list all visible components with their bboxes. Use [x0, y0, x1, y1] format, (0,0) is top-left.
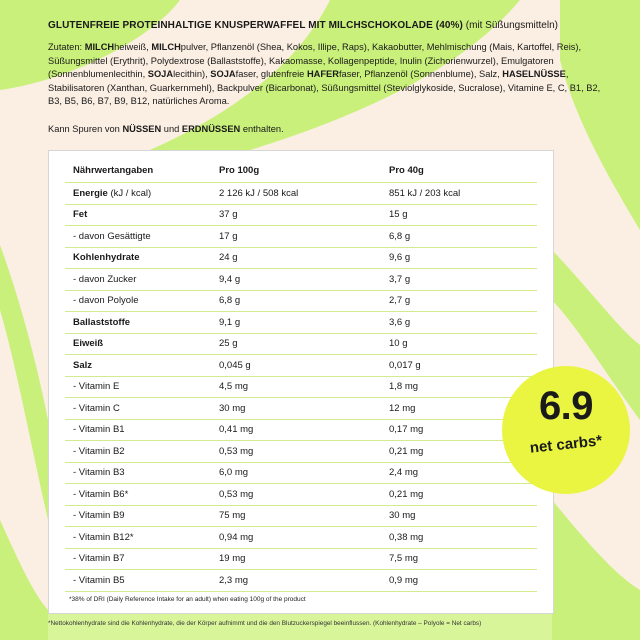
nutrient-label: Ballaststoffe — [73, 316, 131, 328]
nutrient-label: - Vitamin E — [73, 381, 120, 393]
value-per-100g: 19 mg — [211, 548, 381, 570]
value-per-40g: 3,6 g — [381, 312, 537, 334]
nutrition-row — [65, 333, 537, 355]
value-per-40g: 0,17 mg — [381, 419, 537, 441]
nutrient-label: - Vitamin B7 — [73, 553, 125, 565]
nutrient-name — [65, 247, 211, 269]
net-carbs-value: 6.9 — [538, 384, 594, 428]
value-per-100g: 37 g — [211, 204, 381, 226]
nutrition-row — [65, 527, 537, 549]
nutrient-name — [65, 570, 211, 592]
nutrition-row — [65, 183, 537, 205]
nutrition-panel — [48, 150, 554, 614]
ingredient-text: faser, glutenfreie — [235, 69, 307, 80]
ingredient-allergen: SOJA — [147, 69, 174, 80]
nutrition-row — [65, 376, 537, 398]
allergen-trace-notice — [48, 123, 588, 136]
value-per-40g: 15 g — [381, 204, 537, 226]
value-per-40g: 10 g — [381, 333, 537, 355]
ingredient-text: faser, Pflanzenöl (Sonnenblume), Salz, — [338, 69, 503, 80]
value-per-100g: 30 mg — [211, 398, 381, 420]
nutrient-name — [65, 355, 211, 377]
trace-allergen: ERDNÜSSEN — [181, 124, 241, 134]
net-carbs-label: net carbs* — [529, 432, 603, 457]
nutrient-label: - Vitamin B6* — [73, 488, 129, 500]
nutrient-name — [65, 269, 211, 291]
nutrient-label: Eiweiß — [73, 338, 104, 350]
nutrient-name — [65, 484, 211, 506]
nutrition-row — [65, 312, 537, 334]
value-per-40g: 9,6 g — [381, 247, 537, 269]
nutrient-name — [65, 462, 211, 484]
nutrient-name — [65, 204, 211, 226]
nutrient-label: - Vitamin B2 — [73, 445, 125, 457]
nutrient-name — [65, 398, 211, 420]
nutrient-label: - davon Polyole — [73, 295, 139, 307]
value-per-40g: 6,8 g — [381, 226, 537, 248]
header-per-100g: Pro 100g — [211, 159, 381, 183]
ingredient-allergen: SOJA — [210, 69, 236, 80]
nutrition-table — [65, 159, 537, 592]
value-per-100g: 0,41 mg — [211, 419, 381, 441]
nutrient-label: - Vitamin B9 — [73, 510, 125, 522]
nutrition-row — [65, 462, 537, 484]
nutrient-name — [65, 333, 211, 355]
nutrient-name — [65, 527, 211, 549]
value-per-100g: 0,94 mg — [211, 527, 381, 549]
nutrition-row — [65, 355, 537, 377]
nutrient-label: - Vitamin B3 — [73, 467, 125, 479]
value-per-40g: 0,017 g — [381, 355, 537, 377]
ingredient-text: , Stabilisatoren (Xanthan, Guarkernmehl), Backpulver (Bicarbonat), Süßungsmittel (Steviolglykoside, Sucralose), Vitamine E, C, B1, B2, B3, B5, B6, B7, B9, B12, natürliches Aroma. — [48, 69, 601, 107]
nutrient-unit: (kJ / kcal) — [107, 187, 152, 199]
nutrition-table-header — [65, 159, 537, 183]
value-per-100g: 75 mg — [211, 505, 381, 527]
value-per-40g: 0,38 mg — [381, 527, 537, 549]
nutrition-row — [65, 484, 537, 506]
nutrition-row — [65, 398, 537, 420]
nutrient-label: Fet — [73, 209, 88, 221]
nutrient-name — [65, 312, 211, 334]
product-title-suffix: (mit Süßungsmitteln) — [465, 20, 558, 31]
nutrition-row — [65, 269, 537, 291]
header-nutrient: Nährwertangaben — [65, 159, 211, 183]
nutrient-name — [65, 376, 211, 398]
header-per-40g: Pro 40g — [381, 159, 537, 183]
ingredients-list — [48, 42, 600, 106]
nutrient-name — [65, 419, 211, 441]
nutrient-label: - Vitamin C — [73, 402, 120, 414]
value-per-100g: 4,5 mg — [211, 376, 381, 398]
value-per-100g: 9,1 g — [211, 312, 381, 334]
nutrition-row — [65, 226, 537, 248]
ingredients-text — [48, 41, 604, 109]
ingredient-text: pulver, Pflanzenöl (Shea, Kokos, Illipe, Raps), Kakaobutter, Mehlmischung (Mais, Kartoffel, Reis), Süßungsmittel (Erythrit), Polydextrose (Ballaststoffe), Kakaomasse, Kollagenpeptide, Inulin (Zichorienwurzel), Emulgatoren (Sonnenblumenlecithin, — [48, 42, 582, 80]
nutrient-name — [65, 290, 211, 312]
value-per-40g: 1,8 mg — [381, 376, 537, 398]
ingredient-allergen: MILCH — [151, 42, 181, 52]
value-per-40g: 2,4 mg — [381, 462, 537, 484]
trace-text: und — [161, 124, 182, 134]
nutrient-name — [65, 441, 211, 463]
value-per-40g: 2,7 g — [381, 290, 537, 312]
nutrition-row — [65, 505, 537, 527]
nutrient-label: Energie — [73, 187, 108, 199]
value-per-100g: 2,3 mg — [211, 570, 381, 592]
value-per-100g: 17 g — [211, 226, 381, 248]
net-carbs-badge — [502, 366, 630, 494]
nutrition-row — [65, 548, 537, 570]
nutrient-label: - davon Gesättigte — [73, 230, 151, 242]
trace-text: Kann Spuren von — [48, 124, 123, 134]
nutrient-label: - davon Zucker — [73, 273, 137, 285]
value-per-100g: 9,4 g — [211, 269, 381, 291]
nutrition-row — [65, 204, 537, 226]
nutrition-row — [65, 290, 537, 312]
ingredients-label: Zutaten: — [48, 42, 85, 52]
value-per-100g: 0,53 mg — [211, 441, 381, 463]
value-per-100g: 0,53 mg — [211, 484, 381, 506]
value-per-100g: 24 g — [211, 247, 381, 269]
value-per-100g: 2 126 kJ / 508 kcal — [211, 183, 381, 205]
value-per-40g: 3,7 g — [381, 269, 537, 291]
ingredient-text: lecithin), — [173, 69, 211, 80]
nutrient-label: - Vitamin B1 — [73, 424, 125, 436]
product-title-main: GLUTENFREIE PROTEINHALTIGE KNUSPERWAFFEL MIT MILCHSCHOKOLADE (40%) — [48, 20, 463, 31]
net-carbs-footnote: *Nettokohlenhydrate sind die Kohlenhydrate, die der Körper aufnimmt und die den Blutzuckerspiegel beeinflussen. (Kohlenhydrate – Polyole = Net carbs) — [48, 620, 482, 627]
value-per-40g: 851 kJ / 203 kcal — [381, 183, 537, 205]
value-per-100g: 0,045 g — [211, 355, 381, 377]
nutrition-row — [65, 570, 537, 592]
ingredient-allergen: HAFER — [306, 69, 339, 80]
product-title — [48, 19, 608, 32]
nutrition-row — [65, 247, 537, 269]
nutrient-name — [65, 183, 211, 205]
ingredient-allergen: HASELNÜSSE — [502, 69, 566, 80]
value-per-100g: 6,8 g — [211, 290, 381, 312]
trace-text: enthalten. — [240, 124, 284, 134]
trace-allergen: NÜSSEN — [122, 124, 162, 134]
value-per-40g: 0,21 mg — [381, 484, 537, 506]
value-per-40g: 0,21 mg — [381, 441, 537, 463]
ingredient-allergen: MILCH — [84, 42, 115, 52]
value-per-100g: 6,0 mg — [211, 462, 381, 484]
nutrient-label: - Vitamin B5 — [73, 574, 125, 586]
value-per-40g: 7,5 mg — [381, 548, 537, 570]
value-per-40g: 30 mg — [381, 505, 537, 527]
nutrient-label: Kohlenhydrate — [73, 252, 140, 264]
nutrient-name — [65, 505, 211, 527]
value-per-100g: 25 g — [211, 333, 381, 355]
ingredient-text: heiweiß, — [114, 42, 152, 52]
nutrition-row — [65, 419, 537, 441]
nutrient-label: Salz — [73, 359, 93, 371]
nutrition-row — [65, 441, 537, 463]
value-per-40g: 12 mg — [381, 398, 537, 420]
dri-footnote: *38% of DRI (Daily Reference Intake for an adult) when eating 100g of the product — [69, 596, 306, 603]
value-per-40g: 0,9 mg — [381, 570, 537, 592]
nutrient-name — [65, 548, 211, 570]
nutrient-name — [65, 226, 211, 248]
nutrient-label: - Vitamin B12* — [73, 531, 134, 543]
